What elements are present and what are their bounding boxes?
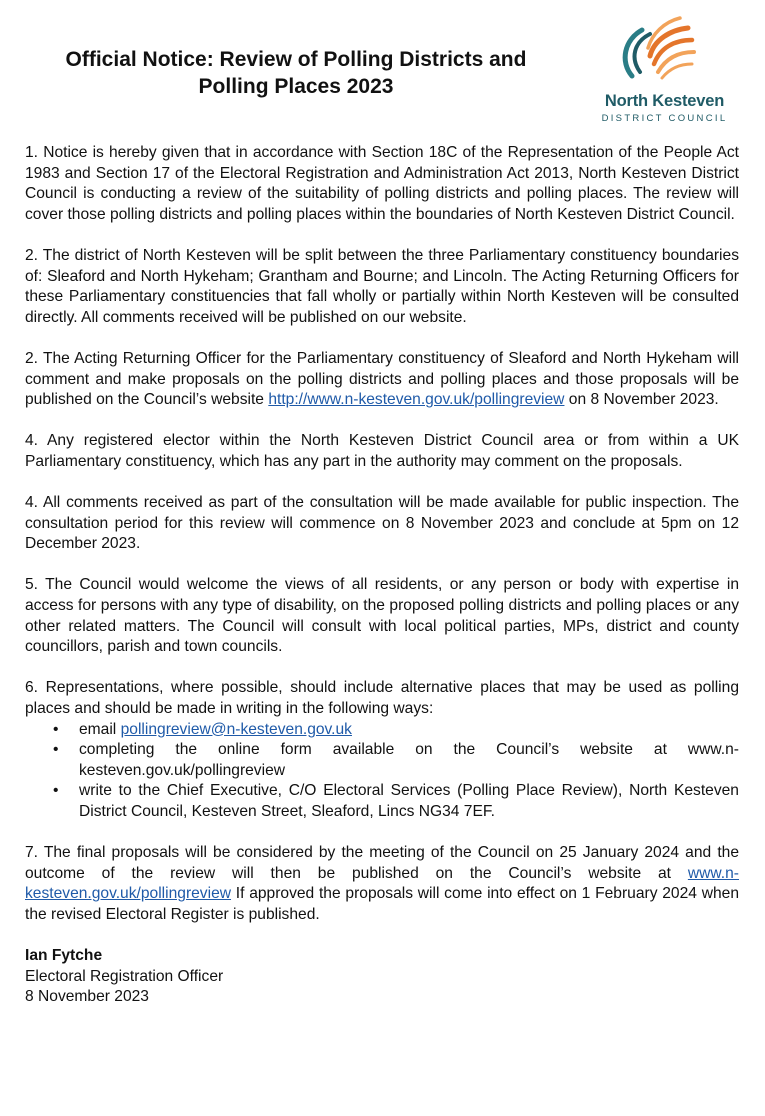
- bullet-icon: •: [53, 741, 59, 759]
- email-link[interactable]: pollingreview@n-kesteven.gov.uk: [120, 720, 352, 738]
- title-line-1: Official Notice: Review of Polling Districts and: [65, 48, 527, 71]
- list-item-online-form: [53, 740, 739, 781]
- paragraph-8-text: 7. The final proposals will be considered by the meeting of the Council on 25 January 2024 and the outcome of the review will then be published on the Council’s website at: [25, 844, 739, 882]
- logo-subtitle: DISTRICT COUNCIL: [601, 113, 728, 124]
- paragraph-3-text: 2. The Acting Returning Officer for the Parliamentary constituency of Sleaford and North Hykeham will comment and make proposals on the polling districts and polling places and those proposals will be published on the Council’s website: [25, 349, 739, 409]
- council-logo: [592, 10, 737, 130]
- paragraph-4: 4. Any registered elector within the North Kesteven District Council area or from within a UK Parliamentary constituency, which has any part in the authority may comment on the proposals.: [25, 432, 739, 470]
- paragraph-7: 6. Representations, where possible, should include alternative places that may be used as polling places and should be made in writing in the following ways:: [25, 679, 739, 718]
- paragraph-3-tail: on 8 November 2023.: [564, 391, 719, 409]
- signatory-name: Ian Fytche: [25, 947, 103, 965]
- postal-address-text: write to the Chief Executive, C/O Electoral Services (Polling Place Review), North Kesteven District Council, Kesteven Street, Sleaford, Lincs NG34 7EF.: [79, 782, 739, 820]
- logo-name: North Kesteven: [604, 92, 725, 110]
- paragraph-5: 4. All comments received as part of the consultation will be made available for public inspection. The consultation period for this review will commence on 8 November 2023 and conclude at 5pm on 12 December 2023.: [25, 494, 739, 553]
- title-line-2: Polling Places 2023: [198, 75, 394, 98]
- notice-title: [28, 46, 564, 100]
- list-item-post: [53, 781, 739, 822]
- notice-body: [25, 143, 739, 1008]
- paragraph-6: 5. The Council would welcome the views of all residents, or any person or body with expertise in access for persons with any type of disability, on the proposed polling districts and polling places or any other related matters. The Council will consult with local political parties, MPs, district and county councillors, parish and town councils.: [25, 576, 739, 656]
- paragraph-3: [25, 349, 739, 411]
- bullet-icon: •: [53, 720, 59, 738]
- paragraph-2: 2. The district of North Kesteven will be split between the three Parliamentary constituency boundaries of: Sleaford and North Hykeham; Grantham and Bourne; and Lincoln. The Acting Returning Officers for these Parliamentary constituencies that fall wholly or partially within North Kesteven will be consulted directly. All comments received will be published on our website.: [25, 246, 739, 326]
- bullet-icon: •: [53, 782, 59, 800]
- online-form-text: completing the online form available on the Council’s website at www.n-kesteven.gov.uk/pollingreview: [79, 741, 739, 779]
- signatory-role: Electoral Registration Officer: [25, 967, 224, 985]
- email-label: email: [79, 720, 121, 738]
- polling-review-link-2[interactable]: www.n-kesteven.gov.uk/pollingreview: [25, 864, 739, 903]
- representation-methods-list: [25, 720, 739, 823]
- signature-date: 8 November 2023: [25, 988, 149, 1006]
- logo-swirl-icon: [618, 12, 698, 92]
- list-item-email: [53, 720, 739, 741]
- polling-review-link[interactable]: http://www.n-kesteven.gov.uk/pollingreview: [268, 391, 565, 409]
- paragraph-1: 1. Notice is hereby given that in accordance with Section 18C of the Representation of the People Act 1983 and Section 17 of the Electoral Registration and Administration Act 2013, North Kesteven District Council is conducting a review of the suitability of polling districts and polling places. The review will cover those polling districts and polling places within the boundaries of North Kesteven District Council.: [25, 144, 739, 223]
- paragraph-8-tail: If approved the proposals will come into effect on 1 February 2024 when the revised Electoral Register is published.: [25, 885, 739, 923]
- paragraph-8: [25, 843, 739, 925]
